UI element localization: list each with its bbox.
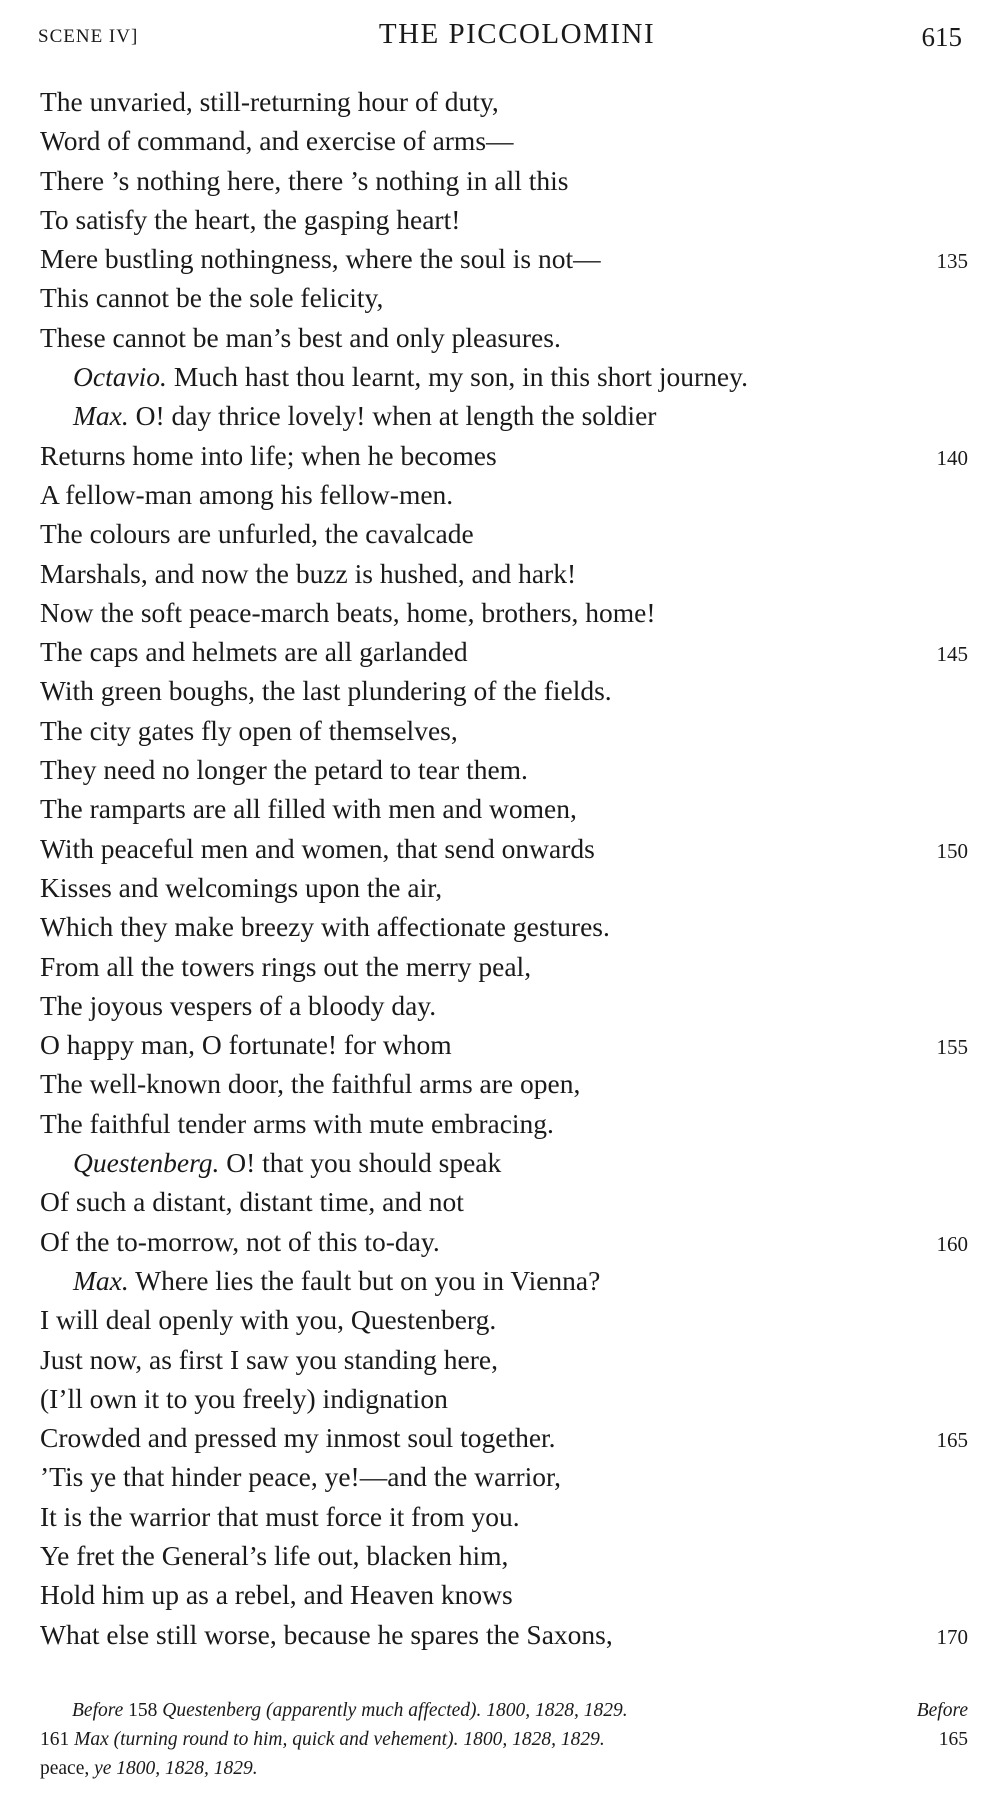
footnote-line — [0, 1754, 1000, 1783]
line-number: 140 — [936, 445, 968, 470]
verse-line-text: Returns home into life; when he becomes — [40, 439, 497, 471]
verse-line — [0, 711, 1000, 750]
verse-line-text: Just now, as first I saw you standing here, — [40, 1343, 499, 1375]
verse-line-text: Mere bustling nothingness, where the soul is not— — [40, 243, 601, 275]
verse-line-text: The caps and helmets are all garlanded — [40, 636, 468, 668]
footnote-margin-ref: 165 — [938, 1729, 968, 1750]
verse-line — [0, 1418, 1000, 1457]
footnote-line — [0, 1725, 1000, 1754]
verse-line-text: (I’ll own it to you freely) indignation — [40, 1382, 448, 1414]
footnote-margin-ref: Before — [916, 1700, 968, 1721]
verse-line — [0, 82, 1000, 121]
verse-line-text: The joyous vespers of a bloody day. — [40, 989, 437, 1021]
line-number: 150 — [936, 838, 968, 863]
verse-line — [0, 1457, 1000, 1496]
verse-line-text: Which they make breezy with affectionate gestures. — [40, 911, 610, 943]
speaker-name: Octavio. — [73, 361, 167, 393]
verse-line — [0, 868, 1000, 907]
footnote-text: Before 158 Questenberg (apparently much affected). 1800, 1828, 1829. — [72, 1700, 628, 1721]
verse-line-text: It is the warrior that must force it from you. — [40, 1500, 520, 1532]
page-number: 615 — [921, 22, 962, 52]
verse-line — [0, 1143, 1000, 1182]
verse-line — [0, 396, 1000, 435]
verse-line — [0, 1340, 1000, 1379]
verse-line-text: I will deal openly with you, Questenberg. — [40, 1304, 497, 1336]
verse-line — [0, 1104, 1000, 1143]
verse-line — [0, 829, 1000, 868]
speaker-name: Max. — [73, 400, 129, 432]
verse-line-text: The city gates fly open of themselves, — [40, 714, 458, 746]
verse-line — [0, 907, 1000, 946]
verse-line-text: Max. O! day thrice lovely! when at length the soldier — [73, 400, 657, 432]
line-number: 135 — [936, 249, 968, 274]
verse-line — [0, 278, 1000, 317]
verse-line-text: Word of command, and exercise of arms— — [40, 125, 514, 157]
verse-line — [0, 1261, 1000, 1300]
verse-line-text: To satisfy the heart, the gasping heart! — [40, 203, 461, 235]
verse-line-text: From all the towers rings out the merry peal, — [40, 950, 532, 982]
verse-line-text: With green boughs, the last plundering of the fields. — [40, 675, 612, 707]
verse-line-text: The unvaried, still-returning hour of duty, — [40, 86, 499, 117]
line-number: 170 — [936, 1624, 968, 1649]
verse-line-text: This cannot be the sole felicity, — [40, 282, 384, 314]
verse-line — [0, 121, 1000, 160]
verse-line — [0, 1615, 1000, 1654]
verse-line — [0, 1182, 1000, 1221]
verse-block — [0, 82, 1000, 1654]
verse-line — [0, 632, 1000, 671]
verse-line-text: What else still worse, because he spares the Saxons, — [40, 1618, 613, 1650]
verse-line-text: Kisses and welcomings upon the air, — [40, 871, 443, 903]
verse-line-text: Questenberg. O! that you should speak — [73, 1147, 502, 1179]
verse-line — [0, 1497, 1000, 1536]
verse-line-text: These cannot be man’s best and only pleasures. — [40, 321, 561, 353]
footnote-text: 161 Max (turning round to him, quick and vehement). 1800, 1828, 1829. — [40, 1729, 605, 1750]
verse-line-text: Now the soft peace-march beats, home, brothers, home! — [40, 596, 656, 628]
verse-line-text: Max. Where lies the fault but on you in Vienna? — [73, 1264, 601, 1296]
verse-line — [0, 1379, 1000, 1418]
verse-line — [0, 318, 1000, 357]
verse-line — [0, 1064, 1000, 1103]
verse-line — [0, 1222, 1000, 1261]
footnotes-block — [0, 1696, 1000, 1783]
line-number: 160 — [936, 1231, 968, 1256]
footnote-text: peace, ye 1800, 1828, 1829. — [40, 1758, 258, 1779]
verse-line-text: Hold him up as a rebel, and Heaven knows — [40, 1579, 513, 1611]
verse-line — [0, 1536, 1000, 1575]
verse-line — [0, 239, 1000, 278]
verse-line-text: Marshals, and now the buzz is hushed, and hark! — [40, 557, 577, 589]
verse-line-text: ’Tis ye that hinder peace, ye!—and the warrior, — [40, 1461, 561, 1493]
verse-line — [0, 514, 1000, 553]
verse-line-text: There ’s nothing here, there ’s nothing in all this — [40, 164, 569, 196]
verse-line-text: The faithful tender arms with mute embracing. — [40, 1107, 554, 1139]
verse-line — [0, 789, 1000, 828]
footnote-line — [0, 1696, 1000, 1725]
line-number: 155 — [936, 1035, 968, 1060]
verse-line — [0, 593, 1000, 632]
verse-line-text: With peaceful men and women, that send onwards — [40, 832, 595, 864]
verse-line — [0, 750, 1000, 789]
verse-line-text: Of the to-morrow, not of this to-day. — [40, 1225, 440, 1257]
verse-line — [0, 200, 1000, 239]
verse-line — [0, 1300, 1000, 1339]
verse-line-text: Ye fret the General’s life out, blacken him, — [40, 1539, 509, 1571]
verse-line — [0, 357, 1000, 396]
verse-line — [0, 1575, 1000, 1614]
verse-line — [0, 436, 1000, 475]
verse-line — [0, 475, 1000, 514]
verse-line — [0, 1025, 1000, 1064]
verse-line-text: The well-known door, the faithful arms are open, — [40, 1068, 581, 1100]
verse-line — [0, 986, 1000, 1025]
verse-line — [0, 671, 1000, 710]
verse-line — [0, 161, 1000, 200]
verse-line — [0, 554, 1000, 593]
verse-line-text: O happy man, O fortunate! for whom — [40, 1029, 452, 1061]
verse-line-text: Crowded and pressed my inmost soul together. — [40, 1422, 556, 1454]
running-head-scene: SCENE IV] — [38, 26, 139, 47]
verse-line-text: The colours are unfurled, the cavalcade — [40, 518, 474, 550]
verse-line-text: Of such a distant, distant time, and not — [40, 1186, 464, 1218]
line-number: 165 — [936, 1428, 968, 1453]
running-head-title: THE PICCOLOMINI — [378, 18, 656, 50]
verse-line-text: A fellow-man among his fellow-men. — [40, 478, 454, 510]
line-number: 145 — [936, 642, 968, 667]
verse-line — [0, 947, 1000, 986]
verse-line-text: The ramparts are all filled with men and women, — [40, 793, 577, 825]
speaker-name: Questenberg. — [73, 1147, 220, 1179]
verse-line-text: Octavio. Much hast thou learnt, my son, in this short journey. — [73, 361, 748, 393]
speaker-name: Max. — [73, 1264, 129, 1296]
verse-line-text: They need no longer the petard to tear them. — [40, 754, 528, 786]
